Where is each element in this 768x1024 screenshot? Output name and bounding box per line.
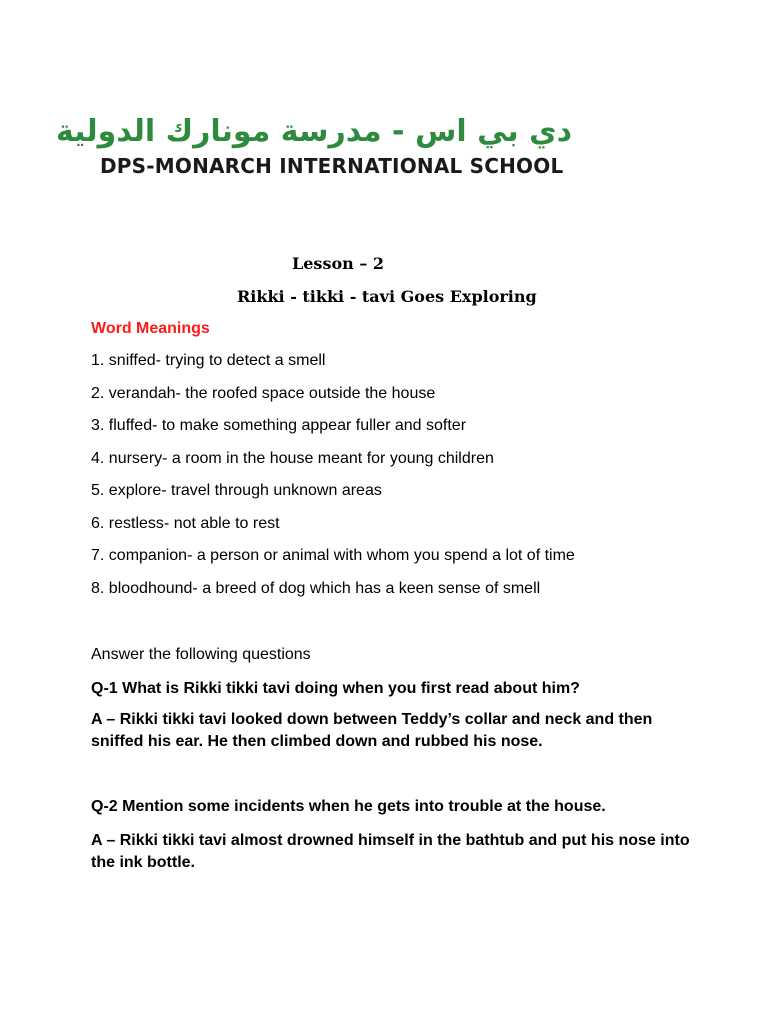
list-item: 2. verandah- the roofed space outside the house xyxy=(91,384,436,402)
school-logo xyxy=(55,110,573,180)
answer-1: A – Rikki tikki tavi looked down between Teddy’s collar and neck and then sniffed his ear. He then climbed down and rubbed his nose. xyxy=(91,711,653,750)
list-item: 3. fluffed- to make something appear fuller and softer xyxy=(91,417,467,434)
lesson-title: Rikki - tikki - tavi Goes Exploring xyxy=(237,287,537,306)
question-1: Q-1 What is Rikki tikki tavi doing when you first read about him? xyxy=(91,680,580,697)
word-meanings-list xyxy=(91,351,575,611)
question-2: Q-2 Mention some incidents when he gets into trouble at the house. xyxy=(91,798,606,815)
list-item: 7. companion- a person or animal with whom you spend a lot of time xyxy=(91,547,575,564)
list-item: 5. explore- travel through unknown areas xyxy=(91,482,382,499)
questions-instruction: Answer the following questions xyxy=(91,646,311,663)
answer-2: A – Rikki tikki tavi almost drowned himself in the bathtub and put his nose into the ink bottle. xyxy=(91,832,690,871)
school-name-arabic: دي بي اس - مدرسة مونارك الدولية xyxy=(55,113,573,149)
list-item: 1. sniffed- trying to detect a smell xyxy=(91,352,326,369)
word-meanings-heading: Word Meanings xyxy=(91,320,210,337)
list-item: 4. nursery- a room in the house meant for young children xyxy=(91,449,494,467)
school-name-english: DPS-MONARCH INTERNATIONAL SCHOOL xyxy=(100,154,564,178)
list-item: 8. bloodhound- a breed of dog which has a keen sense of smell xyxy=(91,579,541,597)
lesson-number: Lesson – 2 xyxy=(292,254,385,273)
list-item: 6. restless- not able to rest xyxy=(91,514,280,532)
